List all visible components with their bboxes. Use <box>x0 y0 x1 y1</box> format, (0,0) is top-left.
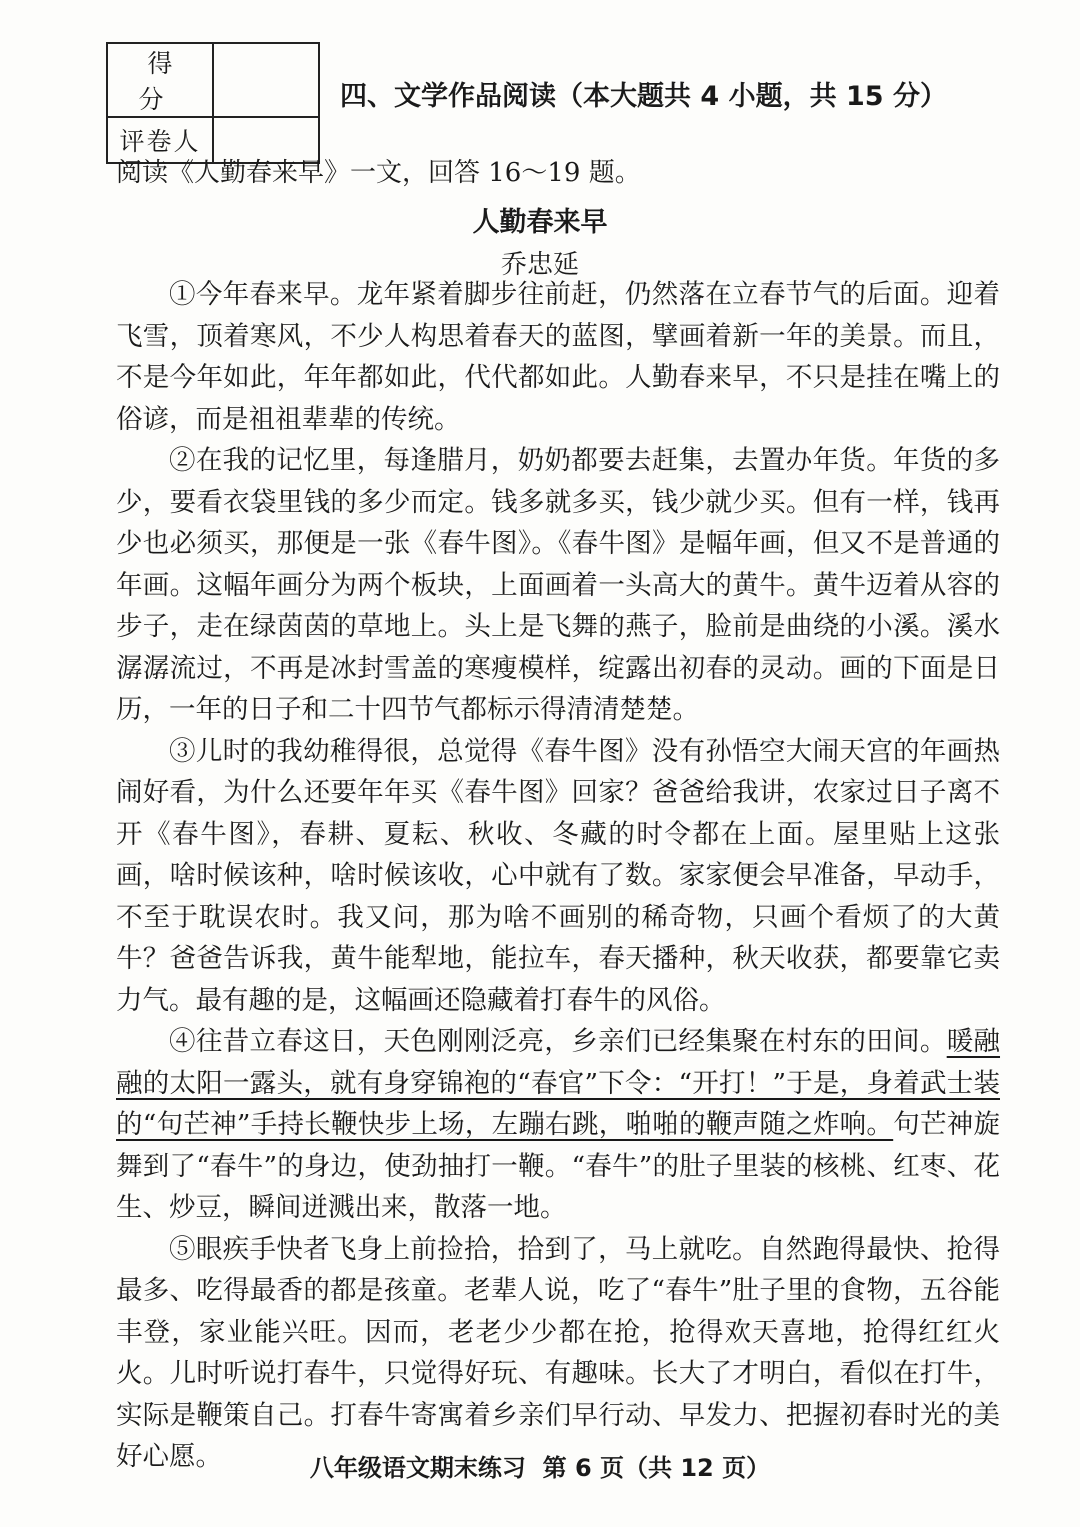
paragraph-4 <box>116 1021 1000 1229</box>
score-field <box>213 43 319 117</box>
paragraph-4-rest: 句芒神旋舞到了“春牛”的身边，使劲抽打一鞭。“春牛”的肚子里装的核桃、红枣、花生、炒豆，瞬间迸溅出来，散落一地。 <box>116 1109 1000 1223</box>
grader-label: 评卷人 <box>119 127 201 156</box>
paragraph-5: ⑤眼疾手快者飞身上前捡拾，拾到了，马上就吃。自然跑得最快、抢得最多、吃得最香的都是孩童。老辈人说，吃了“春牛”肚子里的食物，五谷能丰登，家业能兴旺。因而，老老少少都在抢，抢得欢天喜地，抢得红红火火。儿时听说打春牛，只觉得好玩、有趣味。长大了才明白，看似在打牛，实际是鞭策自己。打春牛寄寓着乡亲们早行动、早发力、把握初春时光的美好心愿。 <box>116 1233 1000 1472</box>
paragraph-3: ③儿时的我幼稚得很，总觉得《春牛图》没有孙悟空大闹天宫的年画热闹好看，为什么还要年年买《春牛图》回家？爸爸给我讲，农家过日子离不开《春牛图》，春耕、夏耘、秋收、冬藏的时令都在上面。屋里贴上这张画，啥时候该种，啥时候该收，心中就有了数。家家便会早准备，早动手，不至于耽误农时。我又问，那为啥不画别的稀奇物，只画个看烦了的大黄牛？爸爸告诉我，黄牛能犁地，能拉车，春天播种，秋天收获，都要靠它卖力气。最有趣的是，这幅画还隐藏着打春牛的风俗。 <box>116 735 1000 1016</box>
page-footer: 八年级语文期末练习 第 6 页（共 12 页） <box>309 1454 771 1482</box>
paragraph-2: ②在我的记忆里，每逢腊月，奶奶都要去赶集，去置办年货。年货的多少，要看衣袋里钱的多少而定。钱多就多买，钱少就少买。但有一样，钱再少也必须买，那便是一张《春牛图》。《春牛图》是幅年画，但又不是普通的年画。这幅年画分为两个板块，上面画着一头高大的黄牛。黄牛迈着从容的步子，走在绿茵茵的草地上。头上是飞舞的燕子，脸前是曲绕的小溪。溪水潺潺流过，不再是冰封雪盖的寒瘦模样，绽露出初春的灵动。画的下面是日历，一年的日子和二十四节气都标示得清清楚楚。 <box>116 445 1000 725</box>
section-title: 四、文学作品阅读（本大题共 4 小题，共 15 分） <box>340 81 947 112</box>
paragraph-4-intro: ④往昔立春这日，天色刚刚泛亮，乡亲们已经集聚在村东的田间。 <box>169 1026 947 1057</box>
underlined-sentence: 暖融融的太阳一露头，就有身穿锦袍的“春官”下令：“开打！”于是，身着武士装的“句芒神”手持长鞭快步上场，左蹦右跳，啪啪的鞭声随之炸响。 <box>116 1026 1001 1140</box>
score-label-cell <box>107 43 213 117</box>
article-title: 人勤春来早 <box>472 207 608 238</box>
article-body <box>116 274 1000 1478</box>
reading-instruction: 阅读《人勤春来早》一文，回答 16～19 题。 <box>116 158 641 188</box>
article-author: 乔忠延 <box>500 250 579 280</box>
paragraph-1: ①今年春来早。龙年紧着脚步往前赶，仍然落在立春节气的后面。迎着飞雪，顶着寒风，不少人构思着春天的蓝图，擘画着新一年的美景。而且，不是今年如此，年年都如此，代代都如此。人勤春来早，不只是挂在嘴上的俗谚，而是祖祖辈辈的传统。 <box>116 279 1000 435</box>
score-box <box>106 42 320 164</box>
score-label: 得 分 <box>138 49 191 114</box>
